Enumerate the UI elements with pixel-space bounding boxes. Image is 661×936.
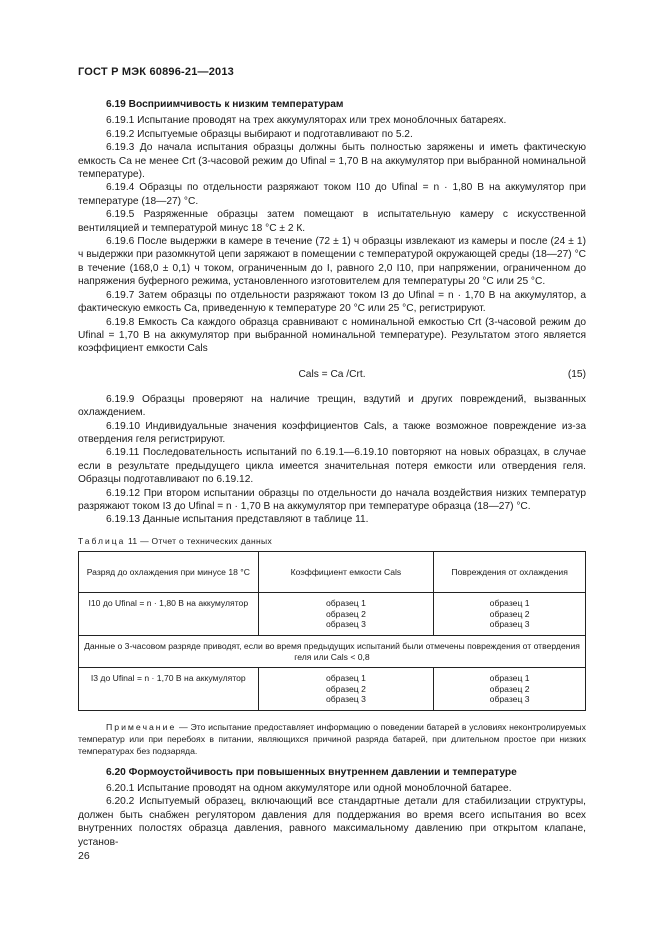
paragraph-6-19-8: 6.19.8 Емкость Сa каждого образца сравнивают с номинальной емкостью Сrt (3-часовой режим до Ufinal = 1,70 В на аккумулятор при выбранной номинальной температуре). Результатом этого является коэффициент емкости Сals (78, 316, 586, 355)
page-number: 26 (78, 850, 90, 862)
table-caption-word: Таблица (78, 535, 126, 546)
table-note (78, 721, 586, 757)
paragraph-6-19-11: 6.19.11 Последовательность испытаний по 6.19.1—6.19.10 повторяют на новых образцах, в случае если в результате предыдущего цикла имеется значительная потеря емкости или отвердения геля. Образцы подготавливают по 6.19.12. (78, 447, 586, 486)
paragraph-6-19-2: 6.19.2 Испытуемые образцы выбирают и подготавливают по 5.2. (106, 128, 413, 140)
paragraph-6-19-6: 6.19.6 После выдержки в камере в течение (72 ± 1) ч образцы извлекают из камеры и после (24 ± 1) ч выдержки при разомкнутой цепи заряжают в помещении с температурой окружающей среды (18—27) °С в течение (168,0 ± 0,1) ч током, ограниченным до I, равного 2,0 I10, при напряжении, ограниченном до напряжения буферного режима, установленного изготовителем для температуры 20 °С или 25 °С. (78, 236, 586, 288)
sample-label: образец 2 (489, 608, 530, 619)
table-cell-samples (434, 593, 586, 636)
paragraph-6-19-12: 6.19.12 При втором испытании образцы по отдельности до начала воздействия низких температур разряжают током I3 до Ufinal = n · 1,70 В на аккумулятор при температуре образца (18—27) °С. (78, 487, 586, 512)
sample-label: образец 3 (325, 619, 366, 630)
sample-label: образец 3 (325, 694, 366, 705)
table-span-cell: Данные о 3-часовом разряде приводят, если во время предыдущих испытаний были отмечены повреждения от отвердения геля или Сals < 0,8 (79, 635, 586, 667)
table-header-damage: Повреждения от охлаждения (434, 552, 586, 593)
note-text: — Это испытание предоставляет информацию о поведении батарей в условиях неконтролируемых температур или при перебоях в питании, являющихся причиной разряда батарей, при длительном простое при низких температурах без подзаряда. (78, 721, 586, 756)
table-header-discharge: Разряд до охлаждения при минусе 18 °С (79, 552, 259, 593)
sample-label: образец 2 (489, 683, 530, 694)
paragraph-6-20-2: 6.20.2 Испытуемый образец, включающий все стандартные детали для стабилизации структуры, должен быть снабжен регулятором давления для поддержания во время всего испытания во всех внутренних полостях образца давления, равного максимальному давлению при открытом клапане, установ- (78, 796, 586, 848)
table-caption-text: 11 — Отчет о технических данных (125, 535, 273, 546)
section-heading-6-19: 6.19 Восприимчивость к низким температурам (106, 99, 344, 110)
document-body (78, 96, 586, 849)
paragraph-6-19-7: 6.19.7 Затем образцы по отдельности разряжают током I3 до Ufinal = n · 1,70 В на аккумулятор, а фактическую емкость Сa, приведенную к температуре 20 °С или 25 °С, регистрируют. (78, 289, 586, 315)
sample-label: образец 3 (489, 694, 530, 705)
sample-label: образец 1 (325, 598, 366, 609)
table-span-row (79, 635, 586, 667)
table-cell-condition: I10 до Ufinal = n · 1,80 В на аккумулятор (79, 593, 259, 636)
table-cell-samples (434, 668, 586, 711)
sample-label: образец 3 (489, 619, 530, 630)
paragraph-6-19-9: 6.19.9 Образцы проверяют на наличие трещин, вздутий и других повреждений, вызванных охлаждением. (78, 393, 586, 419)
paragraph-6-19-10: 6.19.10 Индивидуальные значения коэффициентов Сals, а также возможное повреждение из-за отвердения геля регистрируют. (78, 420, 586, 445)
paragraph-6-20-1: 6.20.1 Испытание проводят на одном аккумуляторе или одной моноблочной батарее. (106, 783, 512, 795)
table-row (79, 668, 586, 711)
document-header: ГОСТ Р МЭК 60896-21—2013 (78, 66, 235, 78)
paragraph-6-19-1: 6.19.1 Испытание проводят на трех аккумуляторах или трех моноблочных батареях. (106, 115, 507, 127)
formula-number: (15) (567, 368, 586, 380)
paragraph-6-19-4: 6.19.4 Образцы по отдельности разряжают током I10 до Ufinal = n · 1,80 В на аккумулятор при температуре (18—27) °С. (78, 182, 586, 207)
table-caption (78, 535, 586, 548)
sample-label: образец 2 (325, 608, 366, 619)
table-11 (78, 551, 586, 711)
table-cell-samples (258, 668, 434, 711)
table-cell-condition: I3 до Ufinal = n · 1,70 В на аккумулятор (79, 668, 259, 711)
paragraph-6-19-3: 6.19.3 До начала испытания образцы должны быть полностью заряжены и иметь фактическую емкость Сa не менее Сrt (3-часовой режим до Ufinal = 1,70 В на аккумулятор при выбранной номинальной температуре). (78, 142, 586, 181)
section-heading-6-20: 6.20 Формоустойчивость при повышенных внутреннем давлении и температуре (106, 766, 517, 778)
table-cell-samples (258, 593, 434, 636)
table-header-capacity-coefficient: Коэффициент емкости Сals (258, 552, 434, 593)
table-row (79, 593, 586, 636)
formula-expression: Сals = Сa /Сrt. (298, 368, 366, 380)
formula-15 (78, 368, 586, 381)
paragraph-6-19-13: 6.19.13 Данные испытания представляют в таблице 11. (106, 514, 369, 526)
sample-label: образец 1 (489, 673, 530, 684)
sample-label: образец 1 (489, 598, 530, 609)
sample-label: образец 2 (325, 683, 366, 694)
paragraph-6-19-5: 6.19.5 Разряженные образцы затем помещают в испытательную камеру с искусственной вентиляцией и температурой минус 18 °С ± 2 К. (78, 209, 586, 234)
sample-label: образец 1 (325, 673, 366, 684)
table-header-row (79, 552, 586, 593)
note-label: Примечание (106, 721, 177, 732)
